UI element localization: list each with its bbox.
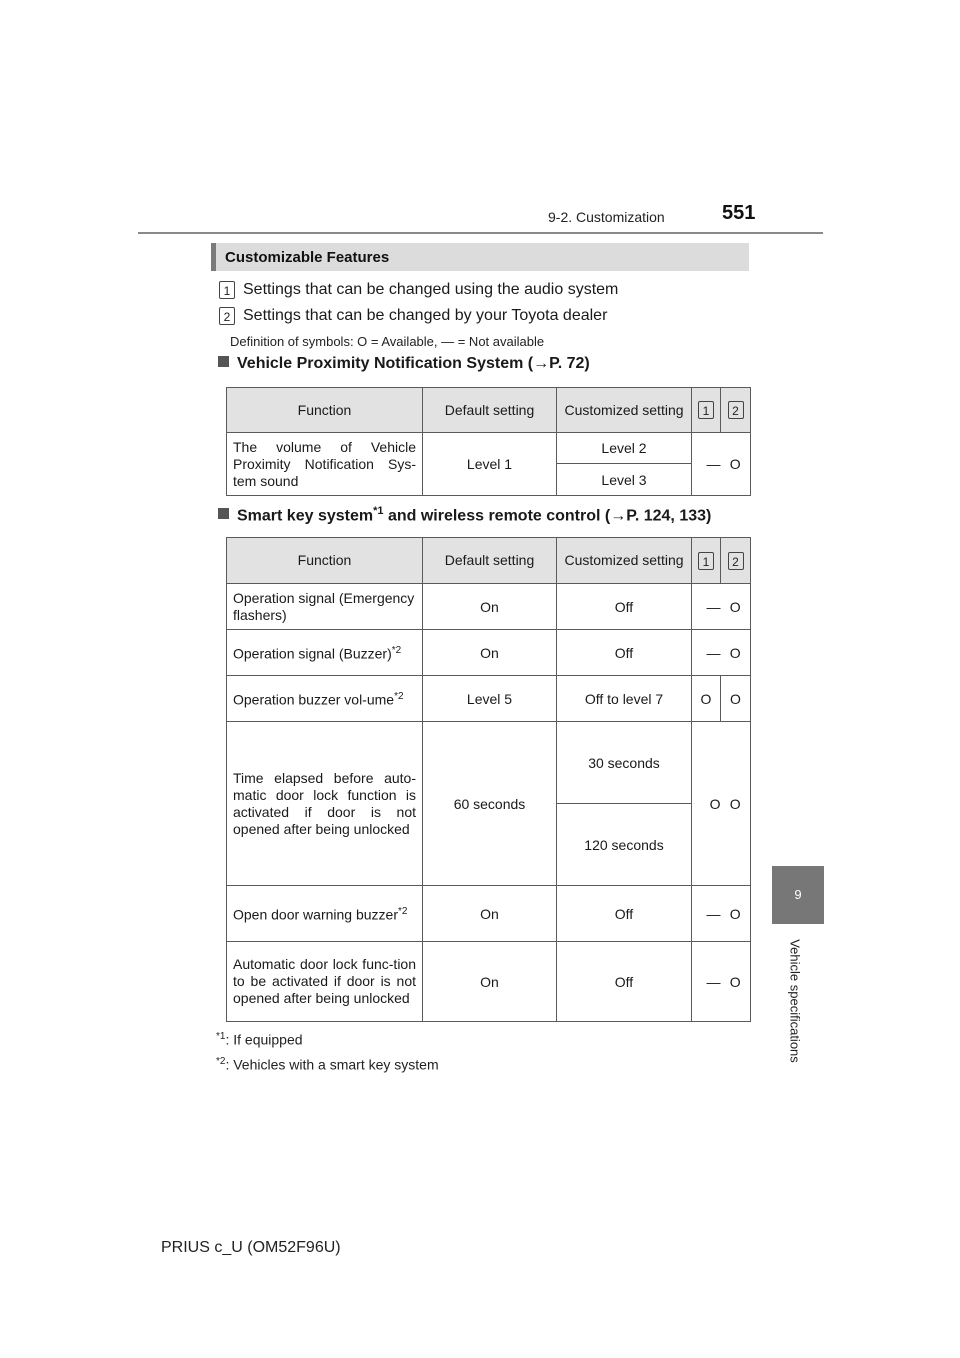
subsection-title-text: Smart key system [237,507,374,525]
function-text: Operation signal (Buzzer) [233,645,392,662]
number-1-icon: 1 [219,281,235,299]
col2-cell: O [721,630,751,676]
table-row [227,584,751,630]
footer-model-code: PRIUS c_U (OM52F96U) [161,1239,341,1256]
footnote-1 [216,1031,303,1048]
smart-key-table [226,537,751,1022]
custom-cell: Off to level 7 [557,676,692,722]
col2-cell: O [721,433,751,496]
header-col1 [692,538,721,584]
header-col1 [692,388,721,433]
subsection-title-vpns [218,355,590,373]
function-text: Operation signal (Emergency flashers) [233,589,415,623]
chapter-label-text: Vehicle specifications [787,939,803,1063]
function-cell [227,722,423,886]
function-text: Operation buzzer vol-ume [233,691,395,708]
header-function: Function [227,388,423,433]
custom-cell: Level 2 [557,433,692,464]
custom-cell: 30 seconds [557,722,692,804]
col2-cell: O [721,886,751,942]
col1-cell: — [692,584,721,630]
section-title: Customizable Features [225,249,390,266]
default-cell: On [423,886,557,942]
header-custom: Customized setting [557,538,692,584]
header-function: Function [227,538,423,584]
default-cell: On [423,942,557,1022]
col1-cell: — [692,433,721,496]
page-reference[interactable]: P. 72) [549,355,590,372]
number-1-icon: 1 [698,552,714,570]
symbol-definition: Definition of symbols: O = Available, — = Not available [230,334,545,349]
custom-cell: Off [557,584,692,630]
table-header-row [227,388,751,433]
table-row [227,433,751,464]
number-1-icon: 1 [698,401,714,419]
function-text: Open door warning buzzer [233,906,398,923]
footnote-text: : Vehicles with a smart key system [225,1056,439,1073]
function-text: Automatic door lock func-tion to be activated if door is not opened after being unlocked [233,956,416,1006]
default-cell: On [423,584,557,630]
legend-text: Settings that can be changed by your Toyota dealer [243,307,608,324]
footnote-mark: *2 [398,906,408,918]
footnote-mark: *1 [373,505,384,517]
table-header-row [227,538,751,584]
col1-cell: — [692,886,721,942]
vpns-table [226,387,751,496]
col2-cell: O [721,584,751,630]
square-bullet-icon [218,508,229,519]
custom-cell: 120 seconds [557,804,692,886]
header-rule [138,232,823,234]
number-2-icon: 2 [728,552,744,570]
table-row [227,722,751,804]
page-number: 551 [722,202,756,224]
legend-text: Settings that can be changed using the audio system [243,281,619,298]
page-reference[interactable]: P. 124, 133) [626,507,712,525]
col1-cell: — [692,630,721,676]
col1-cell: O [692,676,721,722]
footnote-mark: *2 [394,691,404,703]
function-text: Time elapsed before auto-matic door lock function is activated if door is not opened after being unlocked [233,769,416,837]
arrow-right-icon: → [610,507,627,525]
col2-cell: O [721,942,751,1022]
function-cell [227,676,423,722]
table-row [227,676,751,722]
arrow-right-icon: → [533,355,550,372]
square-bullet-icon [218,356,229,367]
custom-cell: Off [557,886,692,942]
function-cell [227,942,423,1022]
chapter-tab: 9 [772,866,824,924]
default-cell: On [423,630,557,676]
footnote-mark: *2 [391,645,402,657]
footnote-mark: *1 [216,1031,226,1042]
custom-cell: Off [557,942,692,1022]
header-default: Default setting [423,388,557,433]
table-row [227,942,751,1022]
col2-cell: O [721,722,751,886]
header-default: Default setting [423,538,557,584]
header-custom: Customized setting [557,388,692,433]
footnote-text: : If equipped [225,1031,303,1048]
number-2-icon: 2 [728,401,744,419]
subsection-title-smart-key [218,505,711,525]
function-cell: The volume of Vehicle Proximity Notification Sys-tem sound [227,433,423,496]
default-cell: Level 1 [423,433,557,496]
chapter-label [783,926,807,1076]
table-row [227,630,751,676]
custom-cell: Off [557,630,692,676]
header-col2 [721,538,751,584]
header-section-title: 9-2. Customization [548,209,665,225]
table-row [227,886,751,942]
subsection-title-text: Vehicle Proximity Notification System ( [237,355,534,372]
section-title-bar [211,243,749,271]
col1-cell: — [692,942,721,1022]
col2-cell: O [721,676,751,722]
function-cell [227,886,423,942]
custom-cell: Level 3 [557,464,692,496]
footnote-mark: *2 [216,1056,226,1067]
default-cell: 60 seconds [423,722,557,886]
function-cell [227,630,423,676]
default-cell: Level 5 [423,676,557,722]
number-2-icon: 2 [219,307,235,325]
function-cell [227,584,423,630]
footnote-2 [216,1056,439,1073]
subsection-title-text: and wireless remote control ( [383,507,611,525]
header-col2 [721,388,751,433]
col1-cell: O [692,722,721,886]
